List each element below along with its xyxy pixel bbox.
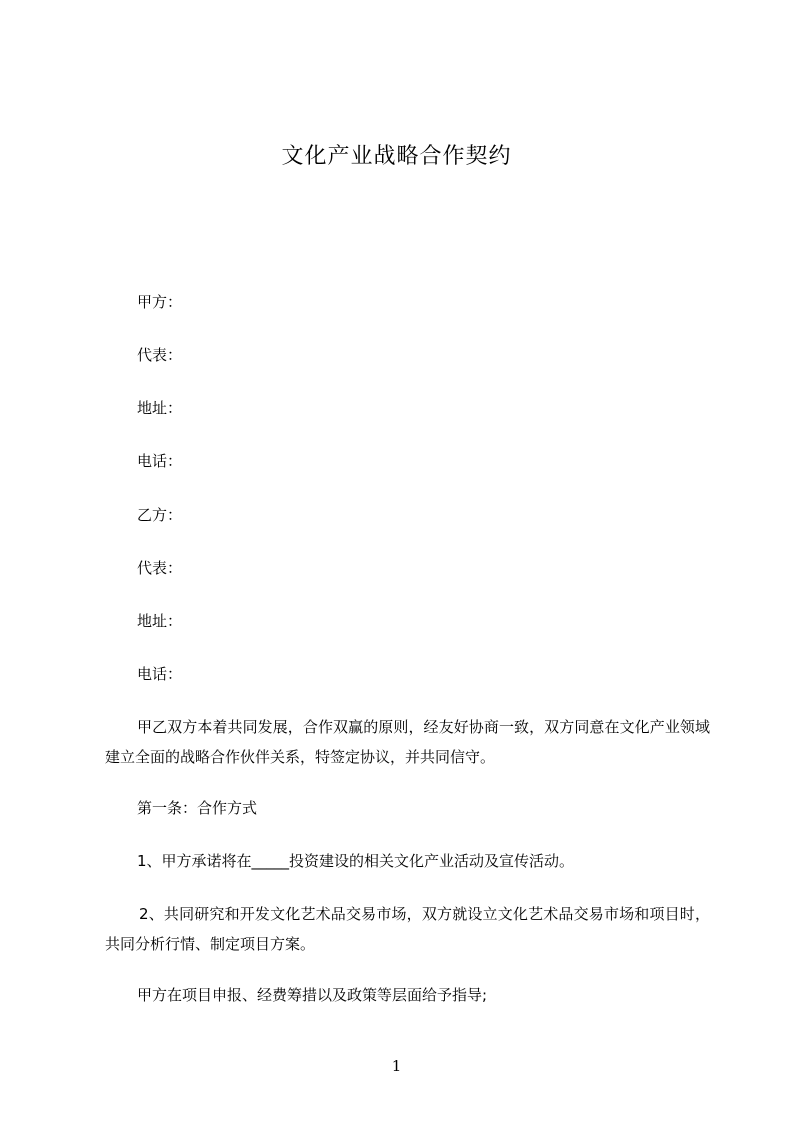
article-1-heading: 第一条：合作方式 — [137, 799, 258, 817]
party-b-representative-label: 代表： — [137, 559, 183, 577]
party-b-address-label: 地址： — [137, 612, 183, 630]
party-a-label: 甲方： — [137, 293, 183, 311]
party-b-label: 乙方： — [137, 506, 183, 524]
party-a-representative-label: 代表： — [137, 346, 183, 364]
party-b-phone-label: 电话： — [137, 665, 183, 683]
article-1-item-1: 1、甲方承诺将在_____投资建设的相关文化产业活动及宣传活动。 — [137, 852, 575, 870]
party-a-phone-label: 电话： — [137, 452, 183, 470]
page-number: 1 — [391, 1057, 402, 1075]
document-title: 文化产业战略合作契约 — [281, 144, 512, 169]
intro-paragraph: 甲乙双方本着共同发展，合作双赢的原则，经友好协商一致，双方同意在文化产业领域建立全面的战略合作伙伴关系，特签定协议，并共同信守。 — [105, 718, 710, 766]
article-1-item-2: 2、共同研究和开发文化艺术品交易市场，双方就设立文化艺术品交易市场和项目时，共同分析行情、制定项目方案。 — [105, 905, 710, 953]
article-1-item-3: 甲方在项目申报、经费筹措以及政策等层面给予指导; — [137, 986, 488, 1004]
party-a-address-label: 地址： — [137, 399, 183, 417]
